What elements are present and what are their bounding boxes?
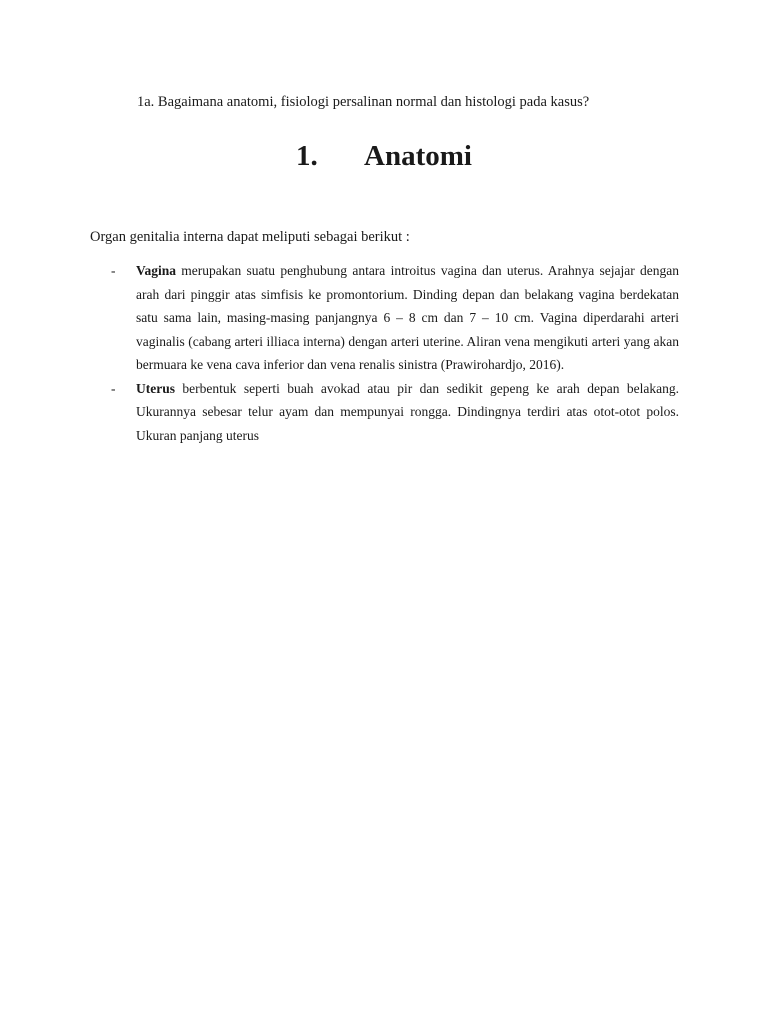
list-item-vagina <box>111 259 679 377</box>
list-item-term: Uterus <box>136 380 175 396</box>
question-line: 1a. Bagaimana anatomi, fisiologi persalinan normal dan histologi pada kasus? <box>137 94 590 110</box>
list-item-term: Vagina <box>136 263 177 278</box>
section-title: Anatomi <box>364 140 472 172</box>
list-item-text: berbentuk seperti buah avokad atau pir dan sedikit gepeng ke arah depan belakang. Ukurannya sebesar telur ayam dan mempunyai rongga. Dindingnya terdiri atas otot-otot polos. Ukuran panjang uterus <box>136 380 679 443</box>
section-heading <box>0 138 768 174</box>
organ-list <box>111 259 679 447</box>
list-item-uterus <box>111 377 679 448</box>
list-bullet: - <box>111 263 116 278</box>
list-item-text: merupakan suatu penghubung antara introitus vagina dan uterus. Arahnya sejajar dengan arah dari pinggir atas simfisis ke promontorium. Dinding depan dan belakang vagina berdekatan satu sama lain, masing-masing panjangnya 6 – 8 cm dan 7 – 10 cm. Vagina diperdarahi arteri vaginalis (cabang arteri illiaca interna) dengan arteri uterine. Aliran vena mengikuti arteri yang akan bermuara ke vena cava inferior dan vena renalis sinistra (Prawirohardjo, 2016). <box>136 263 679 372</box>
list-bullet: - <box>111 380 116 396</box>
intro-paragraph: Organ genitalia interna dapat meliputi sebagai berikut : <box>90 229 410 245</box>
section-number: 1. <box>296 140 318 172</box>
